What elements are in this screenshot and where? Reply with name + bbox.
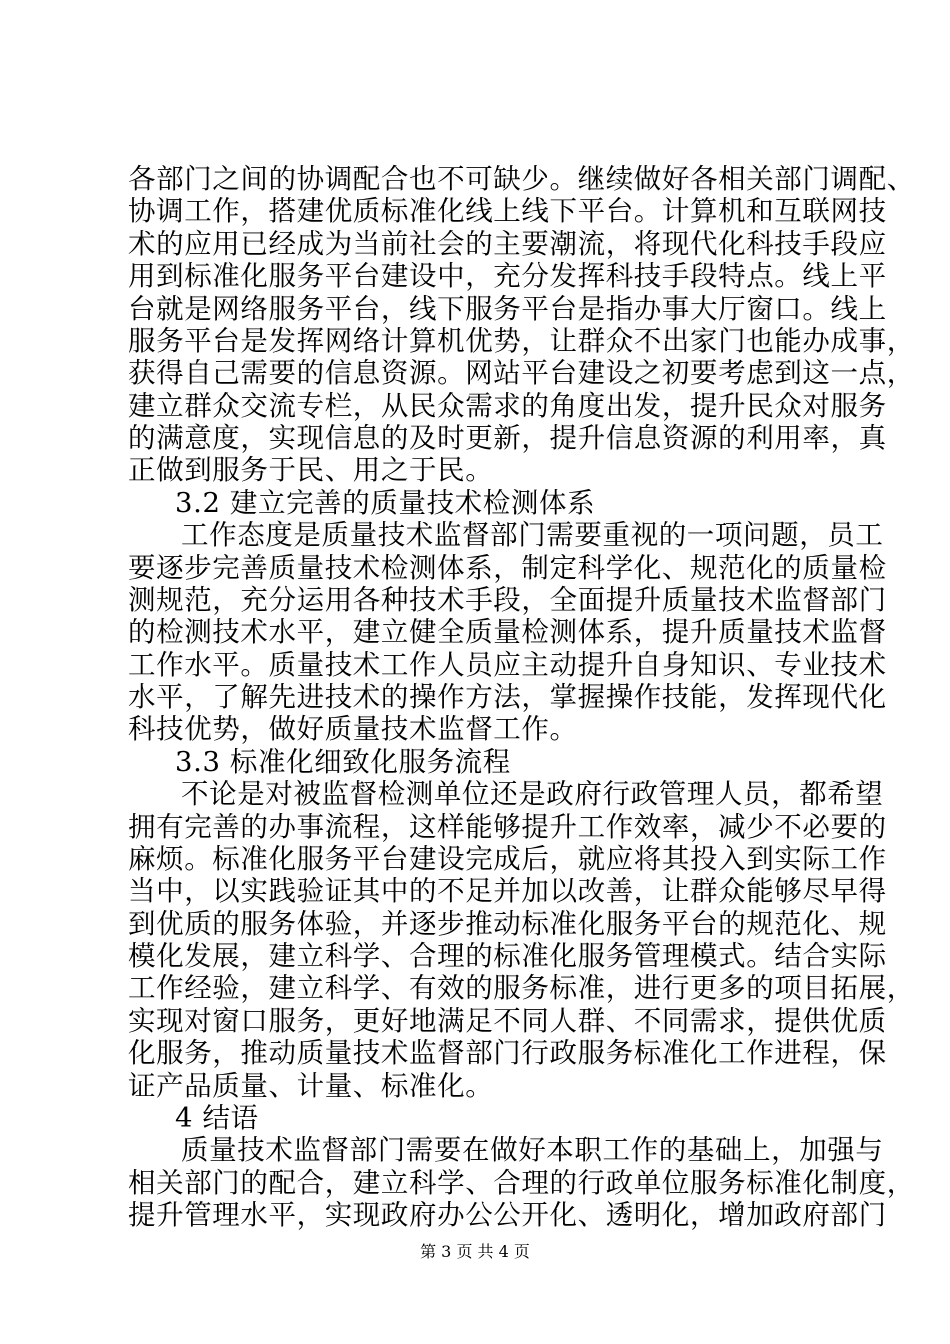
body-line: 要逐步完善质量技术检测体系，制定科学化、规范化的质量检 bbox=[128, 552, 887, 584]
body-line: 麻烦。标准化服务平台建设完成后，就应将其投入到实际工作 bbox=[128, 843, 887, 875]
body-line: 工作经验，建立科学、有效的服务标准，进行更多的项目拓展， bbox=[128, 972, 915, 1004]
body-line: 科技优势，做好质量技术监督工作。 bbox=[128, 713, 578, 745]
body-line: 水平，了解先进技术的操作方法，掌握操作技能，发挥现代化 bbox=[128, 681, 887, 713]
body-line: 不论是对被监督检测单位还是政府行政管理人员，都希望 bbox=[181, 778, 884, 810]
body-line: 相关部门的配合，建立科学、合理的行政单位服务标准化制度， bbox=[128, 1167, 915, 1199]
body-line: 的检测技术水平，建立健全质量检测体系，提升质量技术监督 bbox=[128, 616, 887, 648]
body-line: 质量技术监督部门需要在做好本职工作的基础上，加强与 bbox=[181, 1134, 884, 1166]
body-line: 到优质的服务体验，并逐步推动标准化服务平台的规范化、规 bbox=[128, 908, 887, 940]
body-line: 的满意度，实现信息的及时更新，提升信息资源的利用率，真 bbox=[128, 422, 887, 454]
body-line: 用到标准化服务平台建设中，充分发挥科技手段特点。线上平 bbox=[128, 260, 887, 292]
section-heading-3-2: 3.2 建立完善的质量技术检测体系 bbox=[175, 487, 596, 519]
page-number-footer: 第 3 页 共 4 页 bbox=[420, 1242, 530, 1261]
body-line: 实现对窗口服务，更好地满足不同人群、不同需求，提供优质 bbox=[128, 1005, 887, 1037]
body-line: 工作态度是质量技术监督部门需要重视的一项问题，员工 bbox=[181, 519, 884, 551]
section-heading-4: 4 结语 bbox=[175, 1102, 259, 1134]
body-line: 测规范，充分运用各种技术手段，全面提升质量技术监督部门 bbox=[128, 584, 887, 616]
body-line: 获得自己需要的信息资源。网站平台建设之初要考虑到这一点， bbox=[128, 357, 915, 389]
body-line: 化服务，推动质量技术监督部门行政服务标准化工作进程，保 bbox=[128, 1037, 887, 1069]
body-line: 拥有完善的办事流程，这样能够提升工作效率，减少不必要的 bbox=[128, 811, 887, 843]
body-line: 当中，以实践验证其中的不足并加以改善，让群众能够尽早得 bbox=[128, 875, 887, 907]
body-line: 术的应用已经成为当前社会的主要潮流，将现代化科技手段应 bbox=[128, 228, 887, 260]
body-line: 各部门之间的协调配合也不可缺少。继续做好各相关部门调配、 bbox=[128, 163, 915, 195]
section-heading-3-3: 3.3 标准化细致化服务流程 bbox=[175, 746, 511, 778]
body-line: 证产品质量、计量、标准化。 bbox=[128, 1070, 494, 1102]
body-line: 模化发展，建立科学、合理的标准化服务管理模式。结合实际 bbox=[128, 940, 887, 972]
body-line: 服务平台是发挥网络计算机优势，让群众不出家门也能办成事， bbox=[128, 325, 915, 357]
body-line: 协调工作，搭建优质标准化线上线下平台。计算机和互联网技 bbox=[128, 195, 887, 227]
body-line: 提升管理水平，实现政府办公公开化、透明化，增加政府部门 bbox=[128, 1199, 887, 1231]
body-line: 工作水平。质量技术工作人员应主动提升自身知识、专业技术 bbox=[128, 649, 887, 681]
body-line: 正做到服务于民、用之于民。 bbox=[128, 454, 494, 486]
body-line: 台就是网络服务平台，线下服务平台是指办事大厅窗口。线上 bbox=[128, 293, 887, 325]
body-line: 建立群众交流专栏，从民众需求的角度出发，提升民众对服务 bbox=[128, 390, 887, 422]
